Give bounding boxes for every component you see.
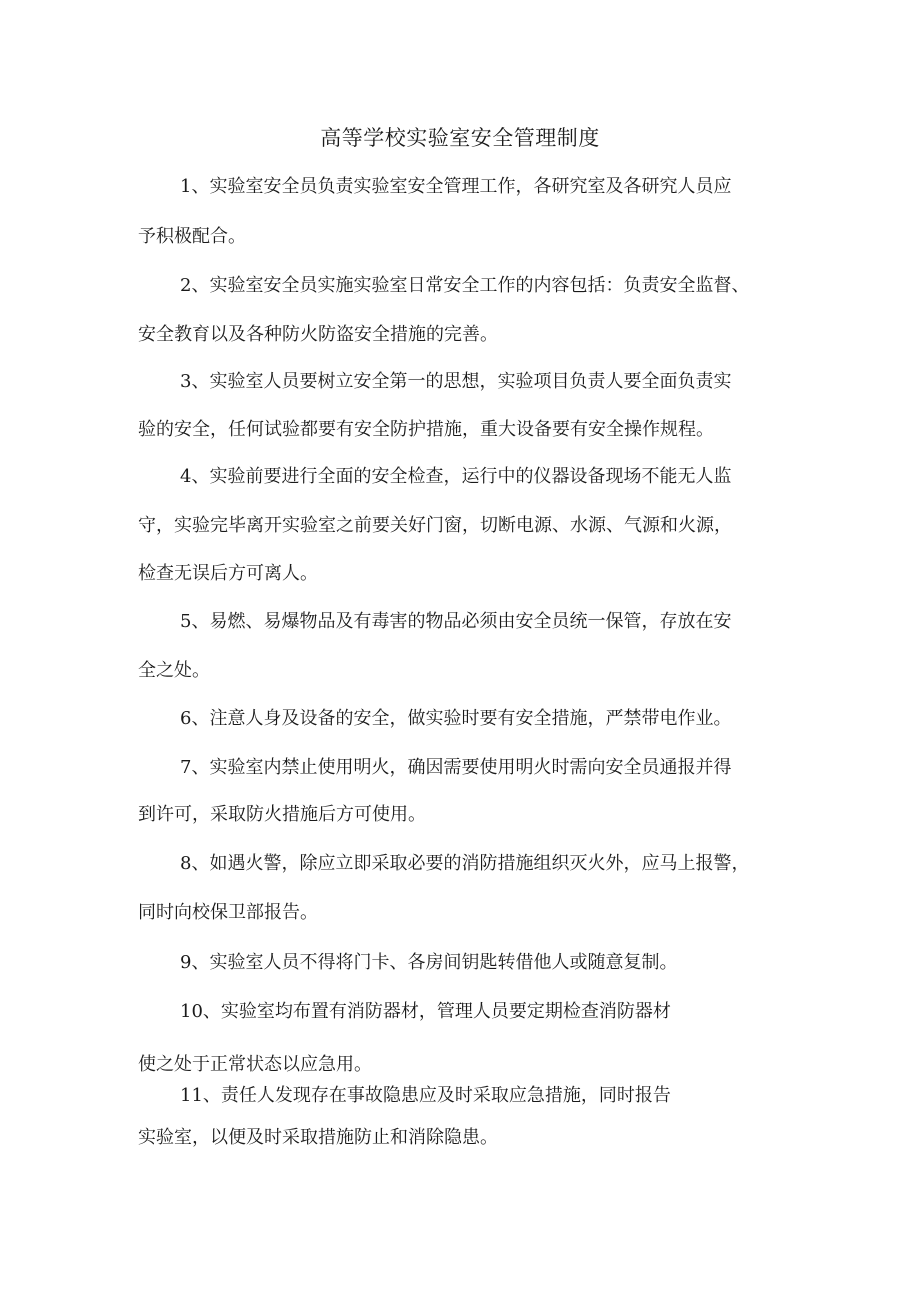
paragraph-4-line-2: 守，实验完毕离开实验室之前要关好门窗，切断电源、水源、气源和火源， [138,515,732,536]
document-title: 高等学校实验室安全管理制度 [320,126,600,150]
paragraph-4-line-3: 检查无误后方可离人。 [138,563,318,584]
paragraph-9-line-1: 9、实验室人员不得将门卡、各房间钥匙转借他人或随意复制。 [180,952,678,973]
paragraph-7-line-1: 7、实验室内禁止使用明火，确因需要使用明火时需向安全员通报并得 [180,757,732,778]
paragraph-10-line-1: 10、实验室均布置有消防器材，管理人员要定期检查消防器材 [180,1001,671,1022]
paragraph-11-line-1: 11、责任人发现存在事故隐患应及时采取应急措施，同时报告 [180,1085,671,1106]
paragraph-6-line-1: 6、注意人身及设备的安全，做实验时要有安全措施，严禁带电作业。 [180,708,732,729]
paragraph-11-line-2: 实验室，以便及时采取措施防止和消除隐患。 [138,1127,498,1148]
paragraph-3-line-2: 验的安全，任何试验都要有安全防护措施，重大设备要有安全操作规程。 [138,419,714,440]
paragraph-1-line-1: 1、实验室安全员负责实验室安全管理工作，各研究室及各研究人员应 [180,176,732,197]
paragraph-2-line-2: 安全教育以及各种防火防盗安全措施的完善。 [138,324,498,345]
paragraph-1-line-2: 予积极配合。 [138,226,246,247]
paragraph-2-line-1: 2、实验室安全员实施实验室日常安全工作的内容包括：负责安全监督、 [180,275,750,296]
paragraph-8-line-1: 8、如遇火警，除应立即采取必要的消防措施组织灭火外，应马上报警， [180,853,750,874]
paragraph-10-line-2: 使之处于正常状态以应急用。 [138,1054,372,1075]
paragraph-5-line-2: 全之处。 [138,660,210,681]
paragraph-3-line-1: 3、实验室人员要树立安全第一的思想，实验项目负责人要全面负责实 [180,371,732,392]
paragraph-8-line-2: 同时向校保卫部报告。 [138,902,318,923]
paragraph-5-line-1: 5、易燃、易爆物品及有毒害的物品必须由安全员统一保管，存放在安 [180,611,732,632]
paragraph-4-line-1: 4、实验前要进行全面的安全检查，运行中的仪器设备现场不能无人监 [180,466,732,487]
paragraph-7-line-2: 到许可，采取防火措施后方可使用。 [138,804,426,825]
